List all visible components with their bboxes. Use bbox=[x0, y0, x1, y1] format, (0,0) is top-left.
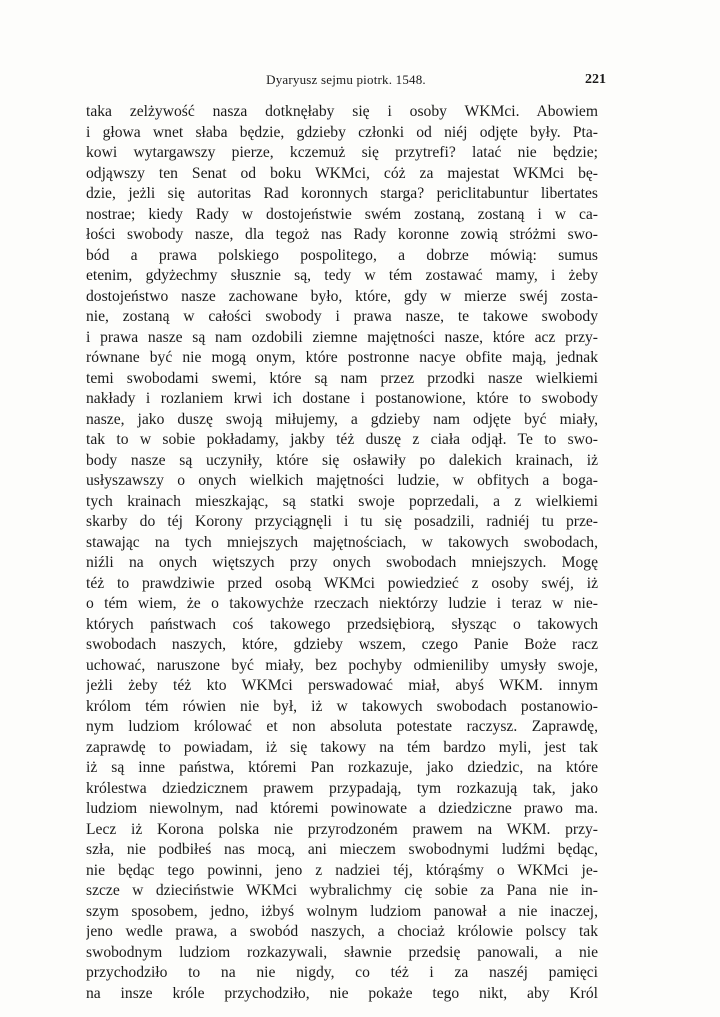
text-line: uchować, naruszone być miały, bez pochyby odmieniliby umysły swoje, bbox=[86, 656, 598, 674]
text-line: kowi wytargawszy pierze, kczemuż się przytrefi? latać nie będzie; bbox=[86, 144, 598, 161]
page-header bbox=[86, 72, 606, 92]
text-line: łości swobody nasze, dla tegoż nas Rady koronne zowią stróżmi swo- bbox=[86, 226, 598, 243]
text-line: nie, zostaną w całości swobody i prawa nasze, te takowe swobody bbox=[86, 308, 598, 325]
text-line: nym ludziom królować et non absoluta potestate raczysz. Zaprawdę, bbox=[86, 718, 598, 735]
text-line: bód a prawa polskiego pospolitego, a dobrze mówią: sumus bbox=[86, 246, 598, 264]
text-line: ludziom niewolnym, nad któremi powinowate a dziedziczne prawo ma. bbox=[86, 800, 598, 817]
text-line: usłyszawszy o onych wielkich majętności ludzie, w obfitych a boga- bbox=[86, 472, 598, 489]
text-line: równane być nie mogą onym, które postronne nacye obfite mają, jednak bbox=[86, 349, 598, 366]
page-number: 221 bbox=[585, 72, 606, 87]
text-line: stawając na tych mniejszych majętnościach, w takowych swobodach, bbox=[86, 533, 598, 551]
text-line: niźli na onych więtszych przy onych swobodach mniejszych. Mogę bbox=[86, 554, 598, 571]
text-line: etenim, gdyżechmy słusznie są, tedy w tém zostawać mamy, i żeby bbox=[86, 267, 598, 284]
text-line: swobodnym ludziom rozkazywali, sławnie przedsię panowali, a nie bbox=[86, 943, 598, 961]
text-line: taka zelżywość nasza dotknęłaby się i osoby WKMci. Abowiem bbox=[86, 103, 598, 120]
text-line: dzie, jeżli się autoritas Rad koronnych starga? periclitabuntur libertates bbox=[86, 185, 598, 202]
text-line: skarby do téj Korony przyciągnęli i tu się posadzili, radniéj tu prze- bbox=[86, 513, 598, 530]
text-line: nakłady i rozlaniem krwi ich dostane i postanowione, które to swobody bbox=[86, 390, 598, 407]
running-head: Dyaryusz sejmu piotrk. 1548. bbox=[266, 72, 426, 87]
body-text bbox=[86, 102, 598, 1004]
text-line: tych krainach mieszkając, są statki swoje poprzedali, a z wielkiemi bbox=[86, 492, 598, 510]
text-line: jeno wedle prawa, a swobód naszych, a chociaż królowie polscy tak bbox=[86, 923, 598, 940]
text-line: nostrae; kiedy Rady w dostojeństwie swém zostaną, zostaną i w ca- bbox=[86, 205, 598, 223]
text-line: których państwach coś takowego przedsiębiorą, słysząc o takowych bbox=[86, 615, 598, 633]
text-line: szła, nie podbiłeś nas mocą, ani mieczem swobodnymi ludźmi będąc, bbox=[86, 841, 598, 858]
text-line: i prawa nasze są nam ozdobili ziemne majętności nasze, które acz przy- bbox=[86, 328, 598, 346]
text-line: tak to w sobie pokładamy, jakby téż duszę z ciała odjął. Te to swo- bbox=[86, 431, 598, 448]
text-line: szym sposobem, jedno, iżbyś wolnym ludziom panował a nie inaczej, bbox=[86, 902, 598, 920]
text-line: królestwa dziedzicznem prawem przypadają, tym rozkazują tak, jako bbox=[86, 779, 598, 797]
text-line: przychodziło to na nie nigdy, co téż i za naszéj pamięci bbox=[86, 964, 598, 981]
text-line: iż są inne państwa, któremi Pan rozkazuje, jako dziedzic, na które bbox=[86, 759, 598, 776]
text-line: jeżli żeby téż kto WKMci perswadować miał, abyś WKM. innym bbox=[86, 677, 598, 694]
text-line: nie będąc tego powinni, jeno z nadziei téj, którąśmy o WKMci je- bbox=[86, 861, 598, 879]
text-line: królom tém rówien nie był, iż w takowych swobodach postanowio- bbox=[86, 697, 598, 715]
text-line: téż to prawdziwie przed osobą WKMci powiedzieć z osoby swéj, iż bbox=[86, 574, 598, 592]
text-line: dostojeństwo nasze zachowane było, które, gdy w mierze swéj zosta- bbox=[86, 287, 598, 305]
text-line: Lecz iż Korona polska nie przyrodzoném prawem na WKM. przy- bbox=[86, 820, 598, 838]
text-line: nasze, jako duszę swoją miłujemy, a gdzieby nam odjęte być miały, bbox=[86, 410, 598, 428]
text-line: odjąwszy ten Senat od boku WKMci, cóż za majestat WKMci bę- bbox=[86, 164, 598, 182]
text-line: body nasze są uczyniły, które się osławiły po dalekich krainach, iż bbox=[86, 451, 598, 469]
text-line: szcze w dzieciństwie WKMci wybralichmy cię sobie za Pana nie in- bbox=[86, 882, 598, 899]
text-line: na insze króle przychodziło, nie pokaże tego nikt, aby Król bbox=[86, 984, 598, 1002]
text-line: o tém wiem, że o takowychże rzeczach niektórzy ludzie i teraz w nie- bbox=[86, 595, 598, 612]
text-line: i głowa wnet słaba będzie, gdzieby członki od niéj odjęte były. Pta- bbox=[86, 123, 598, 141]
text-line: swobodach naszych, które, gdzieby wszem, czego Panie Boże racz bbox=[86, 636, 598, 653]
text-line: zaprawdę to powiadam, iż się takowy na tém bardzo myli, jest tak bbox=[86, 738, 598, 756]
text-line: temi swobodami swemi, które są nam przez przodki nasze wielkiemi bbox=[86, 369, 598, 387]
